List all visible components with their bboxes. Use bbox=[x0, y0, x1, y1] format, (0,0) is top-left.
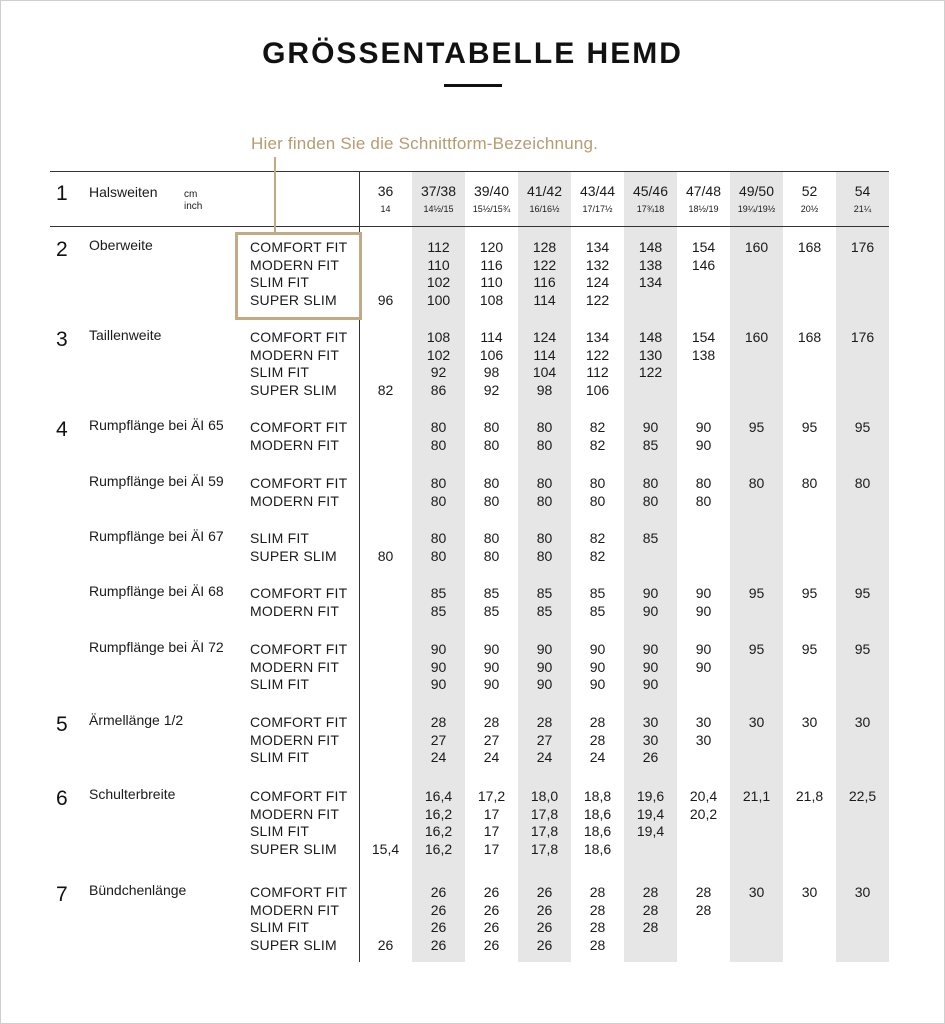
fit-name: COMFORT FIT bbox=[250, 884, 348, 900]
table-cell: 116 bbox=[480, 256, 503, 273]
table-cell: 122 bbox=[638, 364, 663, 380]
table-cell: 112 bbox=[427, 239, 450, 255]
table-cell: 30 bbox=[695, 714, 712, 730]
fit-name: COMFORT FIT bbox=[250, 714, 348, 730]
table-cell: 26 bbox=[536, 901, 553, 918]
table-cell: 134 bbox=[585, 329, 610, 345]
table-cell: 92 bbox=[483, 381, 500, 398]
fit-name: SUPER SLIM bbox=[250, 547, 337, 564]
table-cell: 134 bbox=[638, 274, 663, 290]
table-cell: 85 bbox=[483, 602, 500, 619]
table-cell: 17,8 bbox=[530, 840, 559, 857]
table-cell: 128 bbox=[532, 239, 557, 255]
table-cell: 80 bbox=[483, 530, 500, 546]
table-cell: 85 bbox=[642, 436, 659, 453]
size-header-inch: 18½/19 bbox=[688, 204, 719, 214]
table-cell: 82 bbox=[377, 381, 394, 398]
table-cell: 130 bbox=[638, 346, 663, 363]
table-cell: 80 bbox=[430, 436, 447, 453]
table-cell: 90 bbox=[695, 419, 712, 435]
fit-name: MODERN FIT bbox=[250, 658, 340, 675]
table-cell: 80 bbox=[483, 419, 500, 435]
fit-name: COMFORT FIT bbox=[250, 475, 348, 491]
table-cell: 80 bbox=[589, 475, 606, 491]
table-cell: 124 bbox=[532, 329, 557, 345]
table-cell: 90 bbox=[536, 641, 553, 657]
table-cell: 30 bbox=[642, 714, 659, 730]
table-cell: 17 bbox=[483, 805, 500, 822]
row-label: Rumpflänge bei ÄI 59 bbox=[89, 473, 224, 489]
table-cell: 26 bbox=[642, 749, 659, 765]
table-cell: 80 bbox=[695, 492, 712, 509]
table-cell: 80 bbox=[430, 475, 447, 491]
fit-name: COMFORT FIT bbox=[250, 419, 348, 435]
table-cell: 28 bbox=[589, 901, 606, 918]
table-cell: 110 bbox=[480, 274, 503, 290]
table-cell: 28 bbox=[642, 901, 659, 918]
table-cell: 28 bbox=[695, 901, 712, 918]
table-cell: 80 bbox=[695, 475, 712, 491]
table-cell: 26 bbox=[430, 884, 447, 900]
fit-name: SUPER SLIM bbox=[250, 840, 337, 857]
table-cell: 112 bbox=[586, 364, 609, 380]
table-cell: 30 bbox=[748, 714, 765, 730]
row-label: Rumpflänge bei ÄI 67 bbox=[89, 528, 224, 544]
table-cell: 20,4 bbox=[689, 788, 718, 804]
fit-name: SLIM FIT bbox=[250, 919, 310, 935]
table-cell: 85 bbox=[430, 585, 447, 601]
table-cell: 80 bbox=[536, 547, 553, 564]
fit-name: COMFORT FIT bbox=[250, 585, 348, 601]
fit-name: SUPER SLIM bbox=[250, 936, 337, 953]
table-cell: 30 bbox=[695, 731, 712, 748]
table-cell: 132 bbox=[585, 256, 610, 273]
table-cell: 15,4 bbox=[371, 840, 400, 857]
table-cell: 26 bbox=[483, 901, 500, 918]
table-cell: 90 bbox=[695, 602, 712, 619]
row-number: 7 bbox=[56, 883, 68, 906]
table-cell: 90 bbox=[642, 419, 659, 435]
hint-pointer-line bbox=[274, 157, 276, 234]
table-cell: 116 bbox=[533, 274, 556, 290]
fit-name: SLIM FIT bbox=[250, 749, 310, 765]
table-cell: 104 bbox=[532, 364, 557, 380]
table-cell: 28 bbox=[589, 919, 606, 935]
size-header-inch: 14½/15 bbox=[423, 204, 454, 214]
page-title: GRÖSSENTABELLE HEMD bbox=[262, 37, 683, 70]
table-cell: 90 bbox=[695, 436, 712, 453]
table-cell: 28 bbox=[589, 884, 606, 900]
table-cell: 95 bbox=[854, 419, 871, 435]
table-cell: 28 bbox=[589, 731, 606, 748]
table-cell: 22,5 bbox=[848, 788, 877, 804]
table-cell: 24 bbox=[430, 749, 447, 765]
size-header-cm: 52 bbox=[801, 183, 818, 199]
table-cell: 28 bbox=[536, 714, 553, 730]
table-cell: 85 bbox=[642, 530, 659, 546]
table-cell: 102 bbox=[426, 274, 451, 290]
unit-inch: inch bbox=[184, 201, 203, 212]
table-cell: 26 bbox=[430, 936, 447, 953]
fit-name: MODERN FIT bbox=[250, 805, 340, 822]
table-cell: 90 bbox=[589, 641, 606, 657]
table-cell: 19,4 bbox=[636, 805, 665, 822]
table-cell: 95 bbox=[748, 585, 765, 601]
row-number: 1 bbox=[56, 182, 68, 205]
table-cell: 82 bbox=[589, 436, 606, 453]
table-cell: 26 bbox=[483, 936, 500, 953]
table-cell: 122 bbox=[532, 256, 557, 273]
table-cell: 17 bbox=[483, 823, 500, 839]
fit-name: COMFORT FIT bbox=[250, 788, 348, 804]
table-cell: 18,6 bbox=[583, 805, 612, 822]
table-cell: 154 bbox=[691, 239, 716, 255]
table-cell: 90 bbox=[642, 585, 659, 601]
size-header-cm: 49/50 bbox=[738, 183, 775, 199]
table-cell: 92 bbox=[430, 364, 447, 380]
table-cell: 18,6 bbox=[583, 823, 612, 839]
table-cell: 90 bbox=[483, 676, 500, 692]
table-cell: 134 bbox=[585, 239, 610, 255]
table-cell: 148 bbox=[638, 329, 663, 345]
fit-name: MODERN FIT bbox=[250, 346, 340, 363]
table-cell: 80 bbox=[536, 419, 553, 435]
size-header-cm: 45/46 bbox=[632, 183, 669, 199]
fit-name: SLIM FIT bbox=[250, 364, 310, 380]
table-cell: 16,2 bbox=[424, 823, 453, 839]
table-cell: 160 bbox=[744, 329, 769, 345]
table-cell: 124 bbox=[585, 274, 610, 290]
row-label: Schulterbreite bbox=[89, 786, 176, 802]
table-cell: 27 bbox=[430, 731, 447, 748]
table-cell: 100 bbox=[426, 291, 451, 308]
size-header-cm: 39/40 bbox=[473, 183, 510, 199]
table-cell: 28 bbox=[695, 884, 712, 900]
table-cell: 114 bbox=[533, 291, 556, 308]
header-bottom-rule bbox=[50, 226, 889, 227]
fit-name: COMFORT FIT bbox=[250, 239, 348, 255]
fit-name: SLIM FIT bbox=[250, 274, 310, 290]
table-cell: 28 bbox=[589, 714, 606, 730]
fit-name: SLIM FIT bbox=[250, 676, 310, 692]
table-cell: 95 bbox=[801, 585, 818, 601]
size-header-inch: 19¼/19½ bbox=[737, 204, 776, 214]
table-cell: 122 bbox=[585, 346, 610, 363]
table-cell: 90 bbox=[589, 658, 606, 675]
table-cell: 82 bbox=[589, 419, 606, 435]
table-cell: 28 bbox=[642, 884, 659, 900]
table-cell: 80 bbox=[430, 547, 447, 564]
table-cell: 80 bbox=[589, 492, 606, 509]
table-cell: 17,8 bbox=[530, 805, 559, 822]
table-cell: 17 bbox=[483, 840, 500, 857]
row-label: Rumpflänge bei ÄI 65 bbox=[89, 417, 224, 433]
table-cell: 95 bbox=[748, 419, 765, 435]
row-number: 5 bbox=[56, 713, 68, 736]
table-cell: 28 bbox=[483, 714, 500, 730]
table-cell: 19,4 bbox=[636, 823, 665, 839]
fit-name: SLIM FIT bbox=[250, 823, 310, 839]
table-cell: 24 bbox=[483, 749, 500, 765]
table-cell: 80 bbox=[430, 492, 447, 509]
table-cell: 18,8 bbox=[583, 788, 612, 804]
table-cell: 30 bbox=[642, 731, 659, 748]
title-underline bbox=[444, 84, 502, 87]
table-cell: 168 bbox=[797, 239, 822, 255]
table-cell: 30 bbox=[748, 884, 765, 900]
table-cell: 30 bbox=[854, 884, 871, 900]
table-cell: 26 bbox=[536, 936, 553, 953]
table-cell: 80 bbox=[430, 419, 447, 435]
table-cell: 85 bbox=[589, 585, 606, 601]
table-cell: 95 bbox=[854, 585, 871, 601]
size-header-inch: 17¾18 bbox=[636, 204, 665, 214]
table-cell: 26 bbox=[430, 919, 447, 935]
table-cell: 154 bbox=[691, 329, 716, 345]
table-cell: 27 bbox=[536, 731, 553, 748]
size-header-cm: 36 bbox=[377, 183, 394, 199]
table-cell: 110 bbox=[427, 256, 450, 273]
table-cell: 122 bbox=[585, 291, 610, 308]
size-header-cm: 54 bbox=[854, 183, 871, 199]
table-cell: 24 bbox=[536, 749, 553, 765]
table-cell: 80 bbox=[642, 475, 659, 491]
table-cell: 90 bbox=[695, 658, 712, 675]
table-cell: 90 bbox=[589, 676, 606, 692]
table-cell: 102 bbox=[426, 346, 451, 363]
table-cell: 19,6 bbox=[636, 788, 665, 804]
fit-name: SLIM FIT bbox=[250, 530, 310, 546]
table-cell: 86 bbox=[430, 381, 447, 398]
table-cell: 108 bbox=[426, 329, 451, 345]
table-cell: 148 bbox=[638, 239, 663, 255]
size-header-cm: 47/48 bbox=[685, 183, 722, 199]
table-cell: 168 bbox=[797, 329, 822, 345]
table-cell: 85 bbox=[483, 585, 500, 601]
table-cell: 80 bbox=[430, 530, 447, 546]
table-cell: 85 bbox=[536, 585, 553, 601]
table-cell: 26 bbox=[536, 884, 553, 900]
table-cell: 30 bbox=[801, 714, 818, 730]
row-label: Ärmellänge 1/2 bbox=[89, 712, 184, 728]
fit-name: COMFORT FIT bbox=[250, 641, 348, 657]
table-cell: 80 bbox=[536, 475, 553, 491]
table-cell: 138 bbox=[691, 346, 716, 363]
shaded-column bbox=[836, 172, 889, 962]
table-cell: 90 bbox=[642, 602, 659, 619]
table-cell: 80 bbox=[377, 547, 394, 564]
table-top-rule bbox=[50, 171, 889, 172]
row-label: Oberweite bbox=[89, 237, 153, 253]
row-number: 6 bbox=[56, 787, 68, 810]
table-cell: 95 bbox=[801, 641, 818, 657]
table-cell: 176 bbox=[850, 239, 875, 255]
table-cell: 80 bbox=[483, 475, 500, 491]
table-cell: 17,8 bbox=[530, 823, 559, 839]
size-header-inch: 20½ bbox=[800, 204, 819, 214]
table-cell: 27 bbox=[483, 731, 500, 748]
table-cell: 28 bbox=[589, 936, 606, 953]
table-cell: 16,2 bbox=[424, 805, 453, 822]
size-header-inch: 21¼ bbox=[853, 204, 872, 214]
table-cell: 90 bbox=[695, 585, 712, 601]
table-cell: 90 bbox=[536, 658, 553, 675]
table-cell: 16,2 bbox=[424, 840, 453, 857]
size-header-cm: 41/42 bbox=[526, 183, 563, 199]
table-cell: 106 bbox=[585, 381, 610, 398]
size-header-cm: 37/38 bbox=[420, 183, 457, 199]
table-cell: 90 bbox=[430, 658, 447, 675]
table-cell: 28 bbox=[642, 919, 659, 935]
table-cell: 90 bbox=[430, 641, 447, 657]
size-header-inch: 14 bbox=[380, 204, 391, 214]
table-cell: 90 bbox=[483, 658, 500, 675]
table-cell: 120 bbox=[479, 239, 504, 255]
table-cell: 95 bbox=[854, 641, 871, 657]
table-cell: 80 bbox=[483, 436, 500, 453]
table-cell: 26 bbox=[536, 919, 553, 935]
table-cell: 28 bbox=[430, 714, 447, 730]
table-cell: 90 bbox=[430, 676, 447, 692]
row-number: 4 bbox=[56, 418, 68, 441]
size-header-inch: 17/17½ bbox=[582, 204, 613, 214]
table-cell: 96 bbox=[377, 291, 394, 308]
fit-name: MODERN FIT bbox=[250, 731, 340, 748]
table-cell: 90 bbox=[483, 641, 500, 657]
fit-name: MODERN FIT bbox=[250, 256, 340, 273]
table-cell: 80 bbox=[642, 492, 659, 509]
table-cell: 80 bbox=[536, 436, 553, 453]
table-cell: 160 bbox=[744, 239, 769, 255]
table-cell: 80 bbox=[536, 530, 553, 546]
table-cell: 114 bbox=[480, 329, 503, 345]
table-cell: 20,2 bbox=[689, 805, 718, 822]
table-cell: 80 bbox=[536, 492, 553, 509]
table-cell: 85 bbox=[589, 602, 606, 619]
table-cell: 30 bbox=[854, 714, 871, 730]
table-cell: 21,8 bbox=[795, 788, 824, 804]
table-cell: 98 bbox=[483, 364, 500, 380]
row-label: Bündchenlänge bbox=[89, 882, 187, 898]
size-header-cm: 43/44 bbox=[579, 183, 616, 199]
row-number: 2 bbox=[56, 238, 68, 261]
fit-name: COMFORT FIT bbox=[250, 329, 348, 345]
fit-name: MODERN FIT bbox=[250, 901, 340, 918]
fit-name: SUPER SLIM bbox=[250, 291, 337, 308]
table-cell: 106 bbox=[479, 346, 504, 363]
fit-hint-text: Hier finden Sie die Schnittform-Bezeichnung. bbox=[251, 134, 599, 153]
table-cell: 26 bbox=[377, 936, 394, 953]
table-cell: 90 bbox=[536, 676, 553, 692]
row-label: Rumpflänge bei ÄI 72 bbox=[89, 639, 224, 655]
table-cell: 90 bbox=[642, 641, 659, 657]
table-cell: 80 bbox=[801, 475, 818, 491]
table-cell: 95 bbox=[801, 419, 818, 435]
table-cell: 114 bbox=[533, 346, 556, 363]
row-number: 3 bbox=[56, 328, 68, 351]
table-cell: 17,2 bbox=[477, 788, 506, 804]
size-header-inch: 15½/15¾ bbox=[472, 204, 511, 214]
table-cell: 176 bbox=[850, 329, 875, 345]
table-cell: 82 bbox=[589, 547, 606, 564]
table-cell: 18,6 bbox=[583, 840, 612, 857]
table-cell: 146 bbox=[691, 256, 716, 273]
table-cell: 108 bbox=[479, 291, 504, 308]
table-cell: 18,0 bbox=[530, 788, 559, 804]
table-cell: 80 bbox=[748, 475, 765, 491]
table-cell: 95 bbox=[748, 641, 765, 657]
fit-name: MODERN FIT bbox=[250, 492, 340, 509]
table-cell: 90 bbox=[695, 641, 712, 657]
unit-cm: cm bbox=[184, 189, 198, 200]
table-cell: 85 bbox=[430, 602, 447, 619]
table-cell: 80 bbox=[483, 547, 500, 564]
table-cell: 26 bbox=[483, 884, 500, 900]
fit-name: MODERN FIT bbox=[250, 602, 340, 619]
table-cell: 85 bbox=[536, 602, 553, 619]
fit-name: SUPER SLIM bbox=[250, 381, 337, 398]
shaded-column bbox=[730, 172, 783, 962]
size-header-inch: 16/16½ bbox=[529, 204, 560, 214]
table-cell: 82 bbox=[589, 530, 606, 546]
table-cell: 24 bbox=[589, 749, 606, 765]
table-cell: 98 bbox=[536, 381, 553, 398]
table-cell: 21,1 bbox=[742, 788, 771, 804]
table-cell: 26 bbox=[430, 901, 447, 918]
table-cell: 80 bbox=[854, 475, 871, 491]
row-label: Taillenweite bbox=[89, 327, 162, 343]
table-cell: 16,4 bbox=[424, 788, 453, 804]
table-cell: 90 bbox=[642, 676, 659, 692]
row-label: Rumpflänge bei ÄI 68 bbox=[89, 583, 224, 599]
table-cell: 26 bbox=[483, 919, 500, 935]
table-cell: 80 bbox=[483, 492, 500, 509]
table-cell: 30 bbox=[801, 884, 818, 900]
table-cell: 138 bbox=[638, 256, 663, 273]
fit-name: MODERN FIT bbox=[250, 436, 340, 453]
row-label-halsweiten: Halsweiten bbox=[89, 184, 158, 200]
table-cell: 90 bbox=[642, 658, 659, 675]
